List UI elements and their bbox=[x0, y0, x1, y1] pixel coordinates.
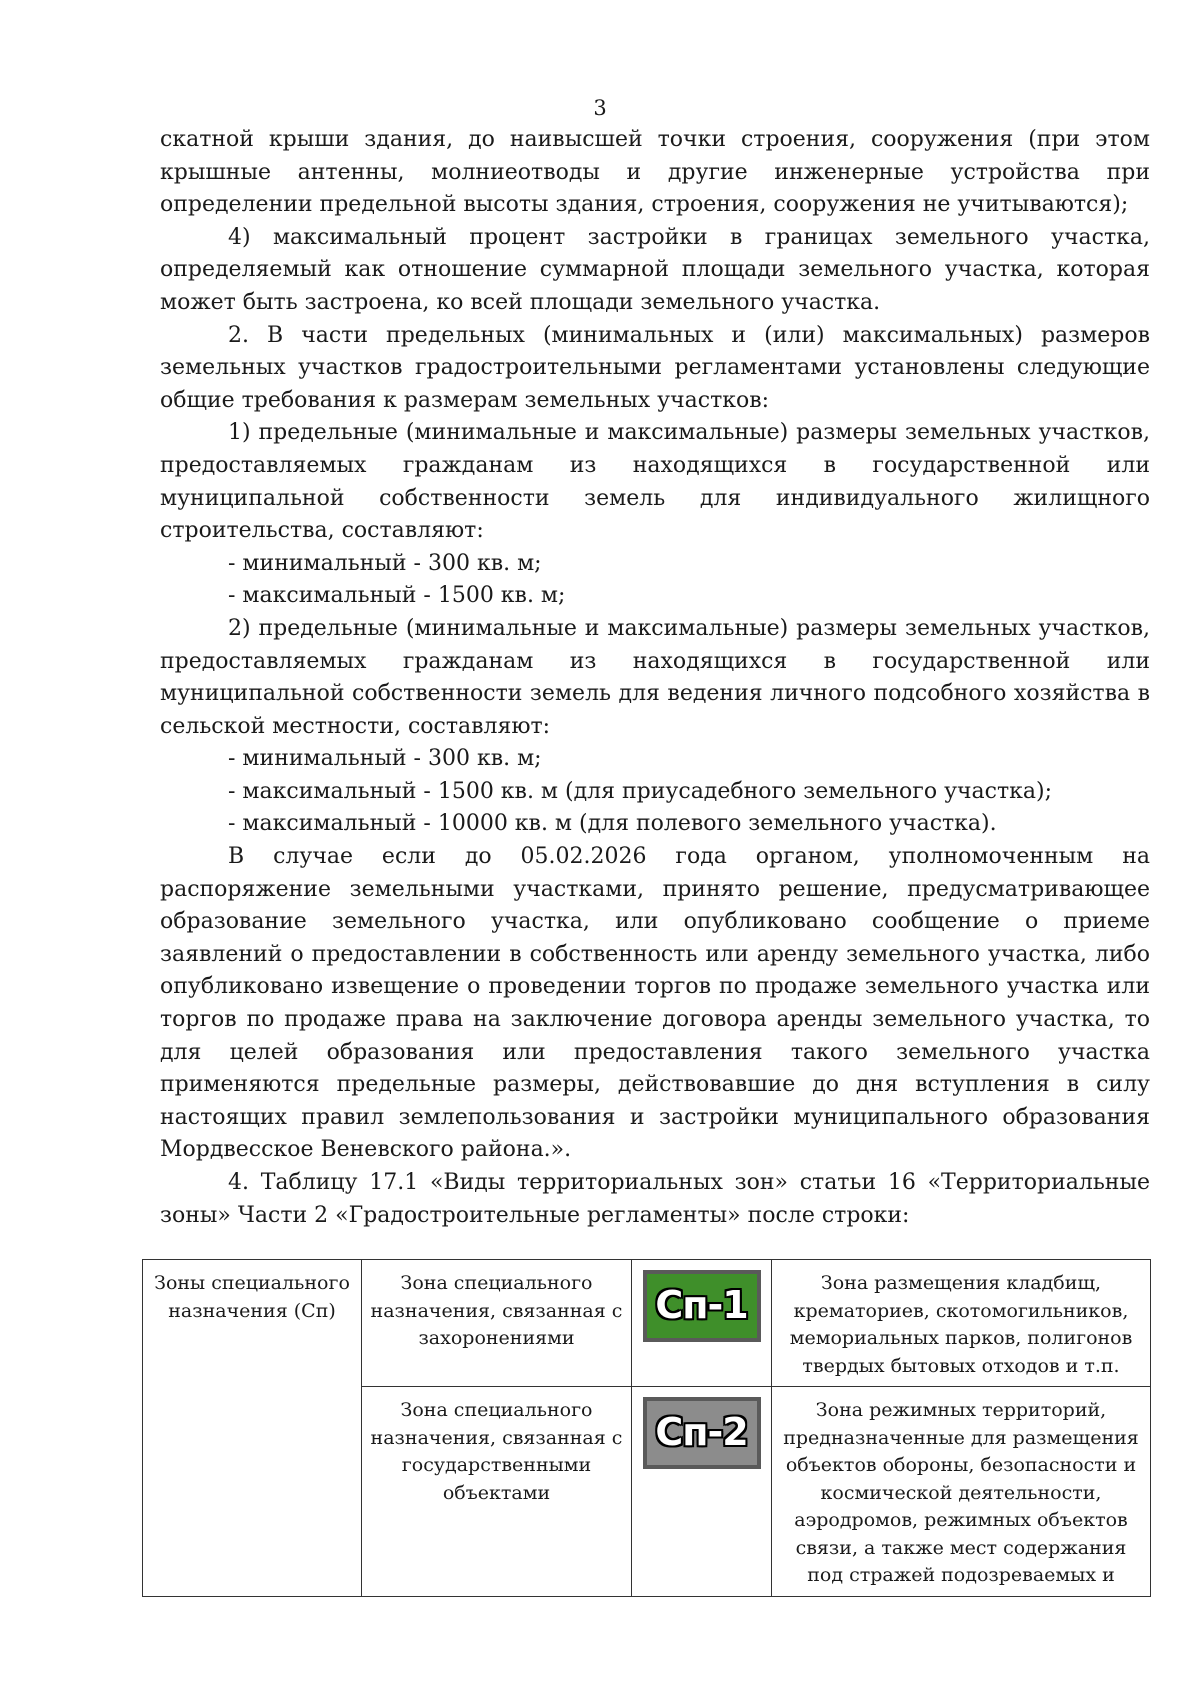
zone-name-cell: Зона специального назначения, связанная с захоронениями bbox=[362, 1260, 632, 1387]
paragraph: В случае если до 05.02.2026 года органом, уполномоченным на распоряжение земельными участками, принято решение, предусматривающее образование земельного участка, или опубликовано сообщение о приеме заявлений о предоставлении в собственность или аренду земельного участка, либо опубликовано извещение о проведении торгов по продаже земельного участка или торгов по продаже права на заключение договора аренды земельного участка, то для целей образования или предоставления такого земельного участка применяются предельные размеры, действовавшие до дня вступления в силу настоящих правил землепользования и застройки муниципального образования Мордвесское Веневского района.». bbox=[160, 844, 1150, 1163]
page-number: 3 bbox=[593, 96, 607, 120]
list-item: - максимальный - 1500 кв. м (для приусадебного земельного участка); bbox=[228, 778, 1053, 804]
list-item: - максимальный - 1500 кв. м; bbox=[228, 583, 566, 609]
table-row bbox=[143, 1260, 1151, 1387]
zone-badge bbox=[643, 1397, 761, 1469]
list-item: - минимальный - 300 кв. м; bbox=[228, 746, 542, 772]
zone-description-cell: Зона размещения кладбищ, крематориев, скотомогильников, мемориальных парков, полигонов твердых бытовых отходов и т.п. bbox=[772, 1260, 1151, 1387]
paragraph: 2. В части предельных (минимальных и (или) максимальных) размеров земельных участков градостроительными регламентами установлены следующие общие требования к размерам земельных участков: bbox=[160, 322, 1150, 413]
zone-name-cell: Зона специального назначения, связанная с государственными объектами bbox=[362, 1387, 632, 1597]
zones-table bbox=[142, 1259, 1151, 1597]
zone-badge bbox=[643, 1270, 761, 1342]
paragraph: 4. Таблицу 17.1 «Виды территориальных зон» статьи 16 «Территориальные зоны» Части 2 «Градостроительные регламенты» после строки: bbox=[160, 1170, 1150, 1228]
list-item: - минимальный - 300 кв. м; bbox=[228, 550, 542, 576]
paragraph: 4) максимальный процент застройки в границах земельного участка, определяемый как отношение суммарной площади земельного участка, которая может быть застроена, ко всей площади земельного участка. bbox=[160, 224, 1150, 315]
zone-badge-label: Сп-2 bbox=[647, 1401, 757, 1465]
zone-code-cell bbox=[632, 1260, 772, 1387]
paragraph: 1) предельные (минимальные и максимальные) размеры земельных участков, предоставляемых гражданам из находящихся в государственной или муниципальной собственности земель для индивидуального жилищного строительства, составляют: bbox=[160, 420, 1150, 544]
paragraph: скатной крыши здания, до наивысшей точки строения, сооружения (при этом крышные антенны, молниеотводы и другие инженерные устройства при определении предельной высоты здания, строения, сооружения не учитываются); bbox=[160, 127, 1150, 218]
list-item: - максимальный - 10000 кв. м (для полевого земельного участка). bbox=[228, 811, 997, 837]
body-text bbox=[160, 124, 1150, 1232]
paragraph: 2) предельные (минимальные и максимальные) размеры земельных участков, предоставляемых гражданам из находящихся в государственной или муниципальной собственности земель для ведения личного подсобного хозяйства в сельской местности, составляют: bbox=[160, 615, 1150, 739]
zone-description-cell: Зона режимных территорий, предназначенные для размещения объектов обороны, безопасности и космической деятельности, аэродромов, режимных объектов связи, а также мест содержания под стражей подозреваемых и bbox=[772, 1387, 1151, 1597]
zone-badge-label: Сп-1 bbox=[647, 1274, 757, 1338]
zone-code-cell bbox=[632, 1387, 772, 1597]
zone-group-cell: Зоны специального назначения (Сп) bbox=[143, 1260, 362, 1597]
